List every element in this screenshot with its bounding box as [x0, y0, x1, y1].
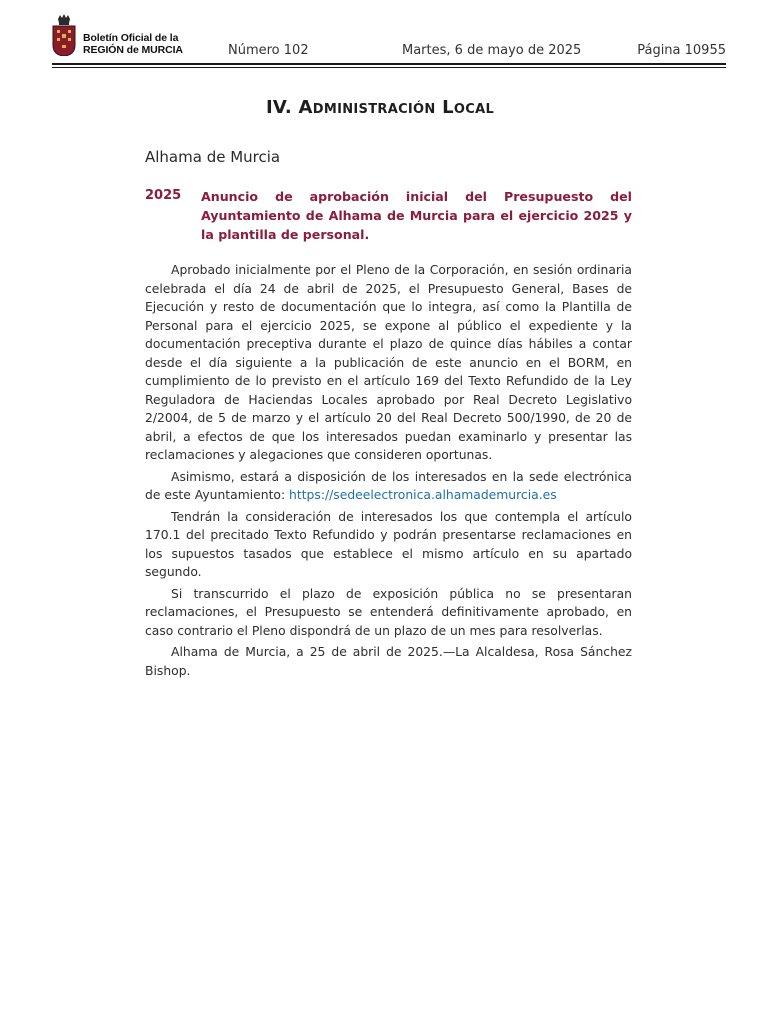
body-paragraph: Aprobado inicialmente por el Pleno de la Corporación, en sesión ordinaria celebrada el día 24 de abril de 2025, el Presupuesto General, Bases de Ejecución y resto de documentación que lo integra, así como la Plantilla de Personal para el ejercicio 2025, se expone al público el expediente y la documentación preceptiva durante el plazo de quince días hábiles a contar desde el día siguiente a la publicación de este anuncio en el BORM, en cumplimiento de lo previsto en el artículo 169 del Texto Refundido de la Ley Reguladora de Haciendas Locales aprobado por Real Decreto Legislativo 2/2004, de 5 de marzo y el artículo 20 del Real Decreto 500/1990, de 20 de abril, a efectos de que los interesados puedan examinarlo y presentar las reclamaciones y alegaciones que consideren oportunas.	[145, 263, 632, 462]
page-number: Página 10955	[637, 43, 726, 58]
brand-line-2: REGIÓN de MURCIA	[83, 44, 183, 56]
body-paragraph-text: Asimismo, estará a disposición de los interesados en la sede electrónica de este Ayuntamiento:	[145, 469, 632, 502]
issue-date: Martes, 6 de mayo de 2025	[402, 43, 582, 58]
page-header	[52, 14, 726, 66]
section-title: IV. Administración Local	[265, 97, 495, 118]
header-rule-thick	[52, 63, 726, 65]
municipality-name: Alhama de Murcia	[145, 148, 281, 166]
header-rule-thin	[52, 67, 726, 68]
announcement-number: 2025	[145, 188, 182, 203]
signature-paragraph: Alhama de Murcia, a 25 de abril de 2025.—La Alcaldesa, Rosa Sánchez Bishop.	[145, 645, 632, 678]
announcement-body	[145, 261, 632, 683]
body-paragraph	[145, 468, 632, 505]
sede-electronica-link[interactable]: https://sedeelectronica.alhamademurcia.es	[289, 488, 557, 502]
announcement-title: Anuncio de aprobación inicial del Presupuesto del Ayuntamiento de Alhama de Murcia para el ejercicio 2025 y la plantilla de personal.	[201, 189, 632, 242]
bulletin-brand	[83, 32, 183, 56]
region-crest-icon	[52, 14, 76, 56]
body-paragraph: Tendrán la consideración de interesados los que contempla el artículo 170.1 del precitado Texto Refundido y podrán presentarse reclamaciones en los supuestos tasados que establece el mismo artículo en su apartado segundo.	[145, 509, 632, 579]
body-paragraph: Si transcurrido el plazo de exposición pública no se presentaran reclamaciones, el Presupuesto se entenderá definitivamente aprobado, en caso contrario el Pleno dispondrá de un plazo de un mes para resolverlas.	[145, 586, 632, 638]
issue-number: Número 102	[228, 43, 309, 58]
brand-line-1: Boletín Oficial de la	[83, 32, 179, 44]
